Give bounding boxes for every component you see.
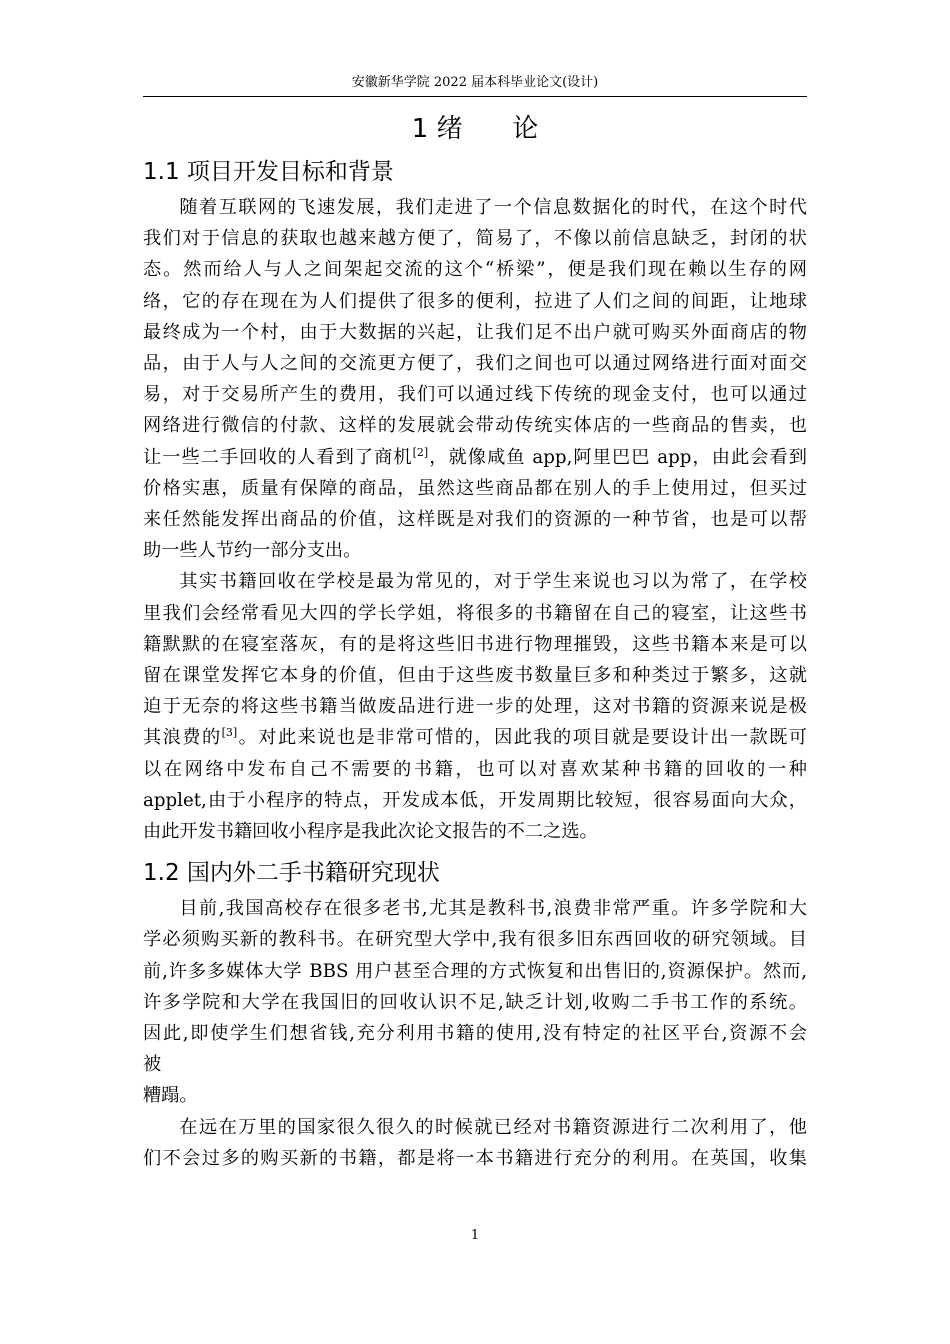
paragraph [143,566,807,847]
text-line: 价格实惠，质量有保障的商品，虽然这些商品都在别人的手上使用过，但买过 [143,477,807,499]
text-line: 态。然而给人与人之间架起交流的这个“桥梁”，便是我们现在赖以生存的网 [143,259,807,281]
running-header-text: 安徽新华学院 2022 届本科毕业论文(设计) [351,75,599,90]
running-header [143,74,807,97]
text-line: 糟蹋。 [143,1085,198,1107]
text-line: 目前,我国高校存在很多老书,尤其是教科书,浪费非常严重。许多学院和大 [179,898,807,920]
text-line: applet,由于小程序的特点，开发成本低，开发周期比较短，很容易面向大众， [143,789,807,811]
text-line: 由此开发书籍回收小程序是我此次论文报告的不二之选。 [143,821,598,843]
text-line: 助一些人节约一部分支出。 [143,540,362,562]
citation-text-after: 。对此来说也是非常可惜的，因此我的项目就是要设计出一款既可 [237,727,807,749]
citation-text-before: 让一些二手回收的人看到了商机 [143,446,413,468]
text-line: 我们对于信息的获取也越来越方便了，简易了，不像以前信息缺乏，封闭的状 [143,228,807,250]
text-line: 随着互联网的飞速发展，我们走进了一个信息数据化的时代，在这个时代 [179,197,807,218]
chapter-title: 1 绪 论 [411,114,539,144]
section-title-1-2: 1.2 国内外二手书籍研究现状 [143,860,440,887]
section-title-1-1: 1.1 项目开发目标和背景 [143,159,394,185]
text-line: 易，对于交易所产生的费用，我们可以通过线下传统的现金支付，也可以通过 [143,384,807,406]
citation-text-before: 其浪费的 [143,727,222,749]
page-body [143,110,807,1174]
text-line: 在远在万里的国家很久很久的时候就已经对书籍资源进行二次利用了，他 [179,1116,807,1138]
text-line: 籍默默的在寝室落灰，有的是将这些旧书进行物理摧毁，这些书籍本来是可以 [143,633,807,655]
paragraph [143,1112,807,1174]
text-line: 许多学院和大学在我国旧的回收认识不足,缺乏计划,收购二手书工作的系统。 [143,991,807,1013]
text-line: 迫于无奈的将这些书籍当做废品进行进一步的处理，这对书籍的资源来说是极 [143,696,807,718]
page-number: 1 [470,1228,480,1243]
text-line: 网络进行微信的付款、这样的发展就会带动传统实体店的一些商品的售卖，也 [143,415,807,437]
text-line-with-citation [143,442,807,473]
citation-text-after: ，就像咸鱼 app,阿里巴巴 app，由此会看到 [428,446,807,468]
text-line-with-citation [143,722,807,753]
text-line: 们不会过多的购买新的书籍，都是将一本书籍进行充分的利用。在英国，收集 [143,1147,807,1169]
text-line: 被 [143,1054,162,1076]
text-line: 里我们会经常看见大四的学长学姐，将很多的书籍留在自己的寝室，让这些书 [143,602,807,624]
text-line: 留在课堂发挥它本身的价值，但由于这些废书数量巨多和种类过于繁多，这就 [143,665,807,687]
text-line: 学必须购买新的教科书。在研究型大学中,我有很多旧东西回收的研究领域。目 [143,929,807,951]
text-line: 其实书籍回收在学校是最为常见的，对于学生来说也习以为常了，在学校 [179,571,807,593]
citation-ref[interactable]: [2] [412,445,429,459]
text-line: 最终成为一个村，由于大数据的兴起，让我们足不出户就可购买外面商店的物 [143,321,807,343]
citation-ref[interactable]: [3] [221,726,238,740]
text-line: 因此,即使学生们想省钱,充分利用书籍的使用,没有特定的社区平台,资源不会 [143,1023,807,1045]
text-line: 品，由于人与人之间的交流更方便了，我们之间也可以通过网络进行面对面交 [143,353,807,375]
text-line: 前,许多多媒体大学 BBS 用户甚至合理的方式恢复和出售旧的,资源保护。然而, [143,960,807,982]
text-line: 络，它的存在现在为人们提供了很多的便利，拉进了人们之间的间距，让地球 [143,290,807,312]
text-line: 以在网络中发布自己不需要的书籍，也可以对喜欢某种书籍的回收的一种 [143,758,807,780]
paragraph [143,893,807,1111]
paragraph [143,192,807,566]
text-line: 来任然能发挥出商品的价值，这样既是对我们的资源的一种节省，也是可以帮 [143,509,807,531]
